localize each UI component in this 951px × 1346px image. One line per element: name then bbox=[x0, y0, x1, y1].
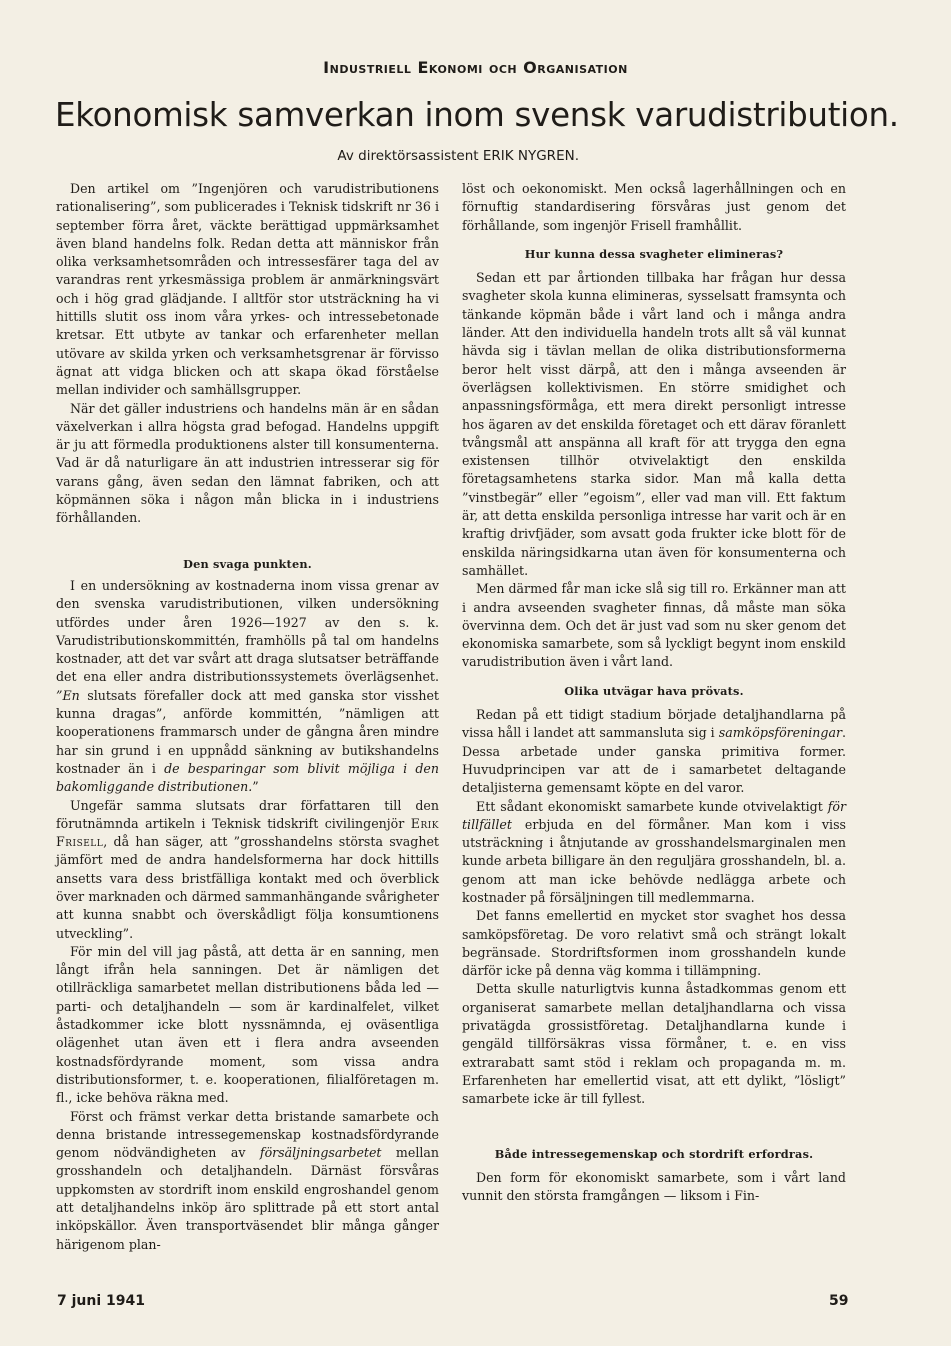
article-byline: Av direktörsassistent ERIK NYGREN. bbox=[337, 148, 579, 164]
paragraph: Den artikel om ”Ingenjören och varudistributionens rationalisering”, som publicerades i Teknisk tidskrift nr 36 i september förra året, väckte berättigad uppmärksamhet även bland handelns folk. Redan detta att människor från olika verksamhetsområden och intressesfärer taga del av varandras rent yrkesmässiga problem är anmärkningsvärt och i hög grad glädjande. I alltför stor utsträckning ha vi hittills slutit oss inom våra yrkes- och intressebetonade kretsar. Ett utbyte av tankar och erfarenheter mellan utövare av skilda yrken och verksamhetsgrenar är förvisso ägnat att vidga blicken och att skapa ökad förståelse mellan individer och samhällsgrupper. bbox=[56, 181, 439, 398]
section-header: Industriell Ekonomi och Organisation bbox=[323, 58, 628, 77]
paragraph: Det fanns emellertid en mycket stor svaghet hos dessa samköpsföretag. De voro relativt små och strängt lokalt begränsade. Stordriftsformen inom grosshandeln kunde därför icke på denna väg komma i tillämpning. bbox=[462, 908, 846, 979]
paragraph: För min del vill jag påstå, att detta är en sanning, men långt ifrån hela sanningen. Det är nämligen det otillräckliga samarbetet mellan distributionens båda led — parti- och detaljhandeln — som är kardinalfelet, vilket åstadkommer icke blott nyssnämnda, ej oväsentliga olägenhet utan även ett i flera andra avseenden kostnadsfördyrande moment, som vissa andra distributionsformer, t. e. kooperationen, filialföretagen m. fl., icke behöva räkna med. bbox=[56, 943, 439, 1106]
author-name: Erik Frisell bbox=[56, 815, 439, 850]
paragraph: Ungefär samma slutsats drar författaren till den förutnämnda artikeln i Teknisk tidskrift civilingenjör Erik Frisell, då han säger, att ”grosshandelns största svaghet jämfört med de andra handelsformerna har dock hittills ansetts vara dess bristfälliga kontakt med och överblick över marknaden och därmed sammanhängande svårigheter att kunna snabbt och överskådligt följa konsumtionens utveckling”. bbox=[56, 797, 439, 941]
right-column bbox=[462, 180, 846, 1205]
paragraph: Detta skulle naturligtvis kunna åstadkommas genom ett organiserat samarbete mellan detaljhandlarna och vissa privatägda grossistföretag. Detaljhandlarna kunde i gengäld tillförsäkras vissa förmåner, t. e. en viss extrarabatt samt stöd i reklam och propaganda m. m. Erfarenheten har emellertid visat, att ett dylikt, ”lösligt” samarbete icke är till fyllest. bbox=[462, 981, 846, 1107]
section-heading: Både intressegemenskap och stordrift erfordras. bbox=[494, 1146, 814, 1161]
page-number: 59 bbox=[829, 1293, 849, 1309]
paragraph: Först och främst verkar detta bristande samarbete och denna bristande intressegemenskap kostnadsfördyrande genom nödvändigheten av försäljningsarbetet mellan grosshandeln och detaljhandeln. Därnäst försvåras uppkomsten av stordrift inom enskild engroshandel genom att detaljhandelns inköp äro splittrade på ett stort antal inköpskällor. Även transportväsendet blir många gånger härigenom plan- bbox=[56, 1108, 439, 1252]
section-heading: Den svaga punkten. bbox=[183, 556, 312, 571]
paragraph: Ett sådant ekonomiskt samarbete kunde otvivelaktigt för tillfället erbjuda en del förmåner. Man kom i viss utsträckning i åtnjutande av grosshandelsmarginalen men kunde arbeta billigare än den reguljära grosshandeln, bl. a. genom att man icke behövde nedlägga arbete och kostnader på försäljningen till medlemmarna. bbox=[462, 798, 846, 905]
paragraph: Sedan ett par årtionden tillbaka har frågan hur dessa svagheter skola kunna elimineras, sysselsatt framsynta och tänkande köpmän både i vårt land och i många andra länder. Att den individuella handeln trots allt så väl kunnat hävda sig i tävlan mellan de olika distributionsformerna beror helt visst därpå, att den i många avseenden är överlägsen kollektivismen. En större smidighet och anpassningsförmåga, ett mera direkt personligt intresse hos ägaren av det enskilda företaget och ett därav föranlett tvångsmål att anspänna all kraft för att trygga den egna existensen tillhör otvivelaktigt den enskilda företagsamhetens starka sidor. Man må kalla detta ”vinstbegär” eller ”egoism”, eller vad man vill. Ett faktum är, att detta enskilda personliga intresse har varit och är en kraftig drivfjäder, som avsatt goda frukter icke blott för de enskilda näringsidkarna utan även för konsumenterna och samhället. bbox=[462, 270, 846, 578]
article-title: Ekonomisk samverkan inom svensk varudistribution. bbox=[55, 96, 899, 134]
paragraph: löst och oekonomiskt. Men också lagerhållningen och en förnuftig standardisering försvåras just genom det förhållande, som ingenjör Frisell framhållit. bbox=[462, 181, 846, 233]
paragraph: Redan på ett tidigt stadium började detaljhandlarna på vissa håll i landet att sammansluta sig i samköpsföreningar. Dessa arbetade under ganska primitiva former. Huvudprincipen var att de i samarbetet deltagande detaljisterna gemensamt köpte en del varor. bbox=[462, 707, 846, 796]
paragraph: Men därmed får man icke slå sig till ro. Erkänner man att i andra avseenden svagheter finnas, då måste man söka övervinna dem. Och det är just vad som nu sker genom det ekonomiska samarbete, som så lyckligt begynt inom enskild varudistribution även i vårt land. bbox=[462, 581, 846, 670]
paragraph: När det gäller industriens och handelns män är en sådan växelverkan i allra högsta grad befogad. Handelns uppgift är ju att förmedla produktionens alster till konsumenterna. Vad är då naturligare än att industrien intresserar sig för varans gång, även sedan den lämnat fabriken, och att köpmännen söka i någon mån blicka in i industriens förhållanden. bbox=[56, 400, 439, 526]
issue-date: 7 juni 1941 bbox=[57, 1293, 145, 1309]
section-heading: Olika utvägar hava prövats. bbox=[564, 683, 744, 698]
left-column bbox=[56, 180, 439, 1254]
paragraph: I en undersökning av kostnaderna inom vissa grenar av den svenska varudistributionen, vilken undersökning utfördes under åren 1926—1927 av den s. k. Varudistributionskommittén, framhölls på tal om handelns kostnader, att det var svårt att draga slutsatser beträffande det ena eller andra distributionssystemets överlägsenhet. ”En slutsats förefaller dock att med ganska stor visshet kunna dragas”, anförde kommittén, ”nämligen att kooperationens frammarsch under de gångna åren mindre har sin grund i en uppnådd sänkning av butikshandelns kostnader än i de besparingar som blivit möjliga i den bakomliggande distributionen.” bbox=[56, 577, 439, 795]
paragraph: Den form för ekonomiskt samarbete, som i vårt land vunnit den största framgången — liksom i Fin- bbox=[462, 1169, 846, 1204]
section-heading: Hur kunna dessa svagheter elimineras? bbox=[524, 246, 784, 261]
